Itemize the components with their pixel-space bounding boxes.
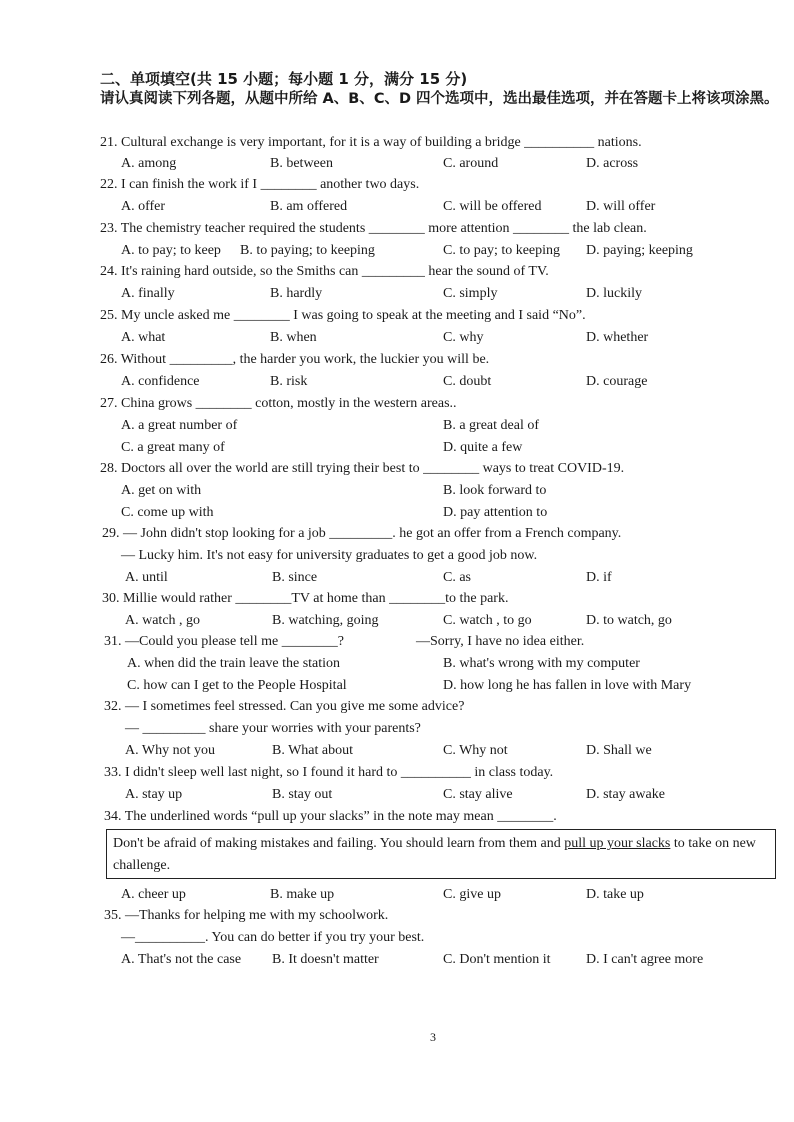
- question-26-option-d: D. courage: [586, 374, 648, 389]
- question-32-reply: — _________ share your worries with your parents?: [125, 721, 421, 736]
- section-title: 二、单项填空(共 15 小题；每小题 1 分，满分 15 分): [100, 70, 468, 88]
- question-27-option-a: A. a great number of: [121, 418, 238, 433]
- question-24-option-d: D. luckily: [586, 286, 642, 301]
- question-23-option-c: C. to pay; to keeping: [443, 243, 561, 258]
- question-34-note-box: [106, 829, 776, 879]
- question-29-reply: — Lucky him. It's not easy for university graduates to get a good job now.: [121, 548, 538, 563]
- question-27-option-b: B. a great deal of: [443, 418, 540, 433]
- question-22-option-c: C. will be offered: [443, 199, 542, 214]
- question-29-stem: 29. — John didn't stop looking for a job _________. he got an offer from a French company.: [102, 526, 622, 541]
- question-22-option-d: D. will offer: [586, 199, 656, 214]
- section-instructions: 请认真阅读下列各题，从题中所给 A、B、C、D 四个选项中，选出最佳选项，并在答题卡上将该项涂黑。: [100, 91, 779, 107]
- question-31-option-d: D. how long he has fallen in love with Mary: [443, 678, 692, 693]
- note-underlined-phrase: pull up your slacks: [564, 836, 671, 851]
- question-31-option-c: C. how can I get to the People Hospital: [127, 678, 347, 693]
- question-31-reply: —Sorry, I have no idea either.: [416, 634, 585, 649]
- question-32-stem: 32. — I sometimes feel stressed. Can you give me some advice?: [104, 699, 465, 714]
- question-26-option-b: B. risk: [270, 374, 308, 389]
- question-28-option-c: C. come up with: [121, 505, 214, 520]
- question-28-stem: 28. Doctors all over the world are still trying their best to ________ ways to treat COVID-19.: [100, 461, 625, 476]
- question-22-option-a: A. offer: [121, 199, 166, 214]
- question-35-option-c: C. Don't mention it: [443, 952, 551, 967]
- question-30-option-c: C. watch , to go: [443, 613, 532, 628]
- question-23-option-b: B. to paying; to keeping: [240, 243, 375, 258]
- question-26-stem: 26. Without _________, the harder you work, the luckier you will be.: [100, 352, 490, 367]
- question-23-option-a: A. to pay; to keep: [121, 243, 221, 258]
- question-21-option-d: D. across: [586, 156, 639, 171]
- question-30-option-d: D. to watch, go: [586, 613, 672, 628]
- question-23-stem: 23. The chemistry teacher required the students ________ more attention ________ the lab clean.: [100, 221, 647, 236]
- question-24-option-b: B. hardly: [270, 286, 323, 301]
- question-22-option-b: B. am offered: [270, 199, 348, 214]
- question-35-option-b: B. It doesn't matter: [272, 952, 379, 967]
- question-23-option-d: D. paying; keeping: [586, 243, 693, 258]
- question-26-option-c: C. doubt: [443, 374, 492, 389]
- question-34-stem: 34. The underlined words “pull up your slacks” in the note may mean ________.: [104, 809, 557, 824]
- question-31-stem: 31. —Could you please tell me ________?: [104, 634, 344, 649]
- note-text-after: to take on new challenge.: [113, 836, 756, 873]
- question-21-stem: 21. Cultural exchange is very important, for it is a way of building a bridge __________ nations.: [100, 135, 642, 150]
- question-35-option-d: D. I can't agree more: [586, 952, 704, 967]
- question-32-option-b: B. What about: [272, 743, 354, 758]
- question-25-stem: 25. My uncle asked me ________ I was going to speak at the meeting and I said “No”.: [100, 308, 586, 323]
- question-34-option-c: C. give up: [443, 887, 501, 902]
- question-30-option-b: B. watching, going: [272, 613, 379, 628]
- question-33-option-b: B. stay out: [272, 787, 333, 802]
- question-33-stem: 33. I didn't sleep well last night, so I found it hard to __________ in class today.: [104, 765, 554, 780]
- question-33-option-c: C. stay alive: [443, 787, 513, 802]
- question-27-option-c: C. a great many of: [121, 440, 225, 455]
- question-21-option-a: A. among: [121, 156, 177, 171]
- question-30-option-a: A. watch , go: [125, 613, 201, 628]
- question-24-option-a: A. finally: [121, 286, 175, 301]
- question-28-option-b: B. look forward to: [443, 483, 547, 498]
- page-number: 3: [430, 1030, 436, 1044]
- question-31-option-a: A. when did the train leave the station: [127, 656, 341, 671]
- question-29-option-b: B. since: [272, 570, 318, 585]
- question-35-option-a: A. That's not the case: [121, 952, 242, 967]
- question-32-option-d: D. Shall we: [586, 743, 652, 758]
- question-27-stem: 27. China grows ________ cotton, mostly in the western areas..: [100, 396, 457, 411]
- question-26-option-a: A. confidence: [121, 374, 200, 389]
- question-28-option-d: D. pay attention to: [443, 505, 548, 520]
- question-29-option-d: D. if: [586, 570, 612, 585]
- question-25-option-b: B. when: [270, 330, 317, 345]
- question-28-option-a: A. get on with: [121, 483, 202, 498]
- question-25-option-d: D. whether: [586, 330, 649, 345]
- question-35-reply: —__________. You can do better if you try your best.: [121, 930, 425, 945]
- question-32-option-c: C. Why not: [443, 743, 508, 758]
- question-22-stem: 22. I can finish the work if I ________ another two days.: [100, 177, 420, 192]
- question-35-stem: 35. —Thanks for helping me with my schoolwork.: [104, 908, 389, 923]
- question-33-option-a: A. stay up: [125, 787, 183, 802]
- question-34-option-b: B. make up: [270, 887, 335, 902]
- question-24-option-c: C. simply: [443, 286, 498, 301]
- question-25-option-c: C. why: [443, 330, 484, 345]
- question-34-option-a: A. cheer up: [121, 887, 186, 902]
- question-29-option-a: A. until: [125, 570, 168, 585]
- question-21-option-b: B. between: [270, 156, 333, 171]
- question-30-stem: 30. Millie would rather ________TV at home than ________to the park.: [102, 591, 509, 606]
- question-24-stem: 24. It's raining hard outside, so the Smiths can _________ hear the sound of TV.: [100, 264, 549, 279]
- question-34-option-d: D. take up: [586, 887, 644, 902]
- question-21-option-c: C. around: [443, 156, 499, 171]
- question-32-option-a: A. Why not you: [125, 743, 215, 758]
- question-27-option-d: D. quite a few: [443, 440, 523, 455]
- question-29-option-c: C. as: [443, 570, 471, 585]
- question-33-option-d: D. stay awake: [586, 787, 665, 802]
- question-25-option-a: A. what: [121, 330, 166, 345]
- question-31-option-b: B. what's wrong with my computer: [443, 656, 640, 671]
- note-text-before: Don't be afraid of making mistakes and failing. You should learn from them and: [113, 836, 565, 851]
